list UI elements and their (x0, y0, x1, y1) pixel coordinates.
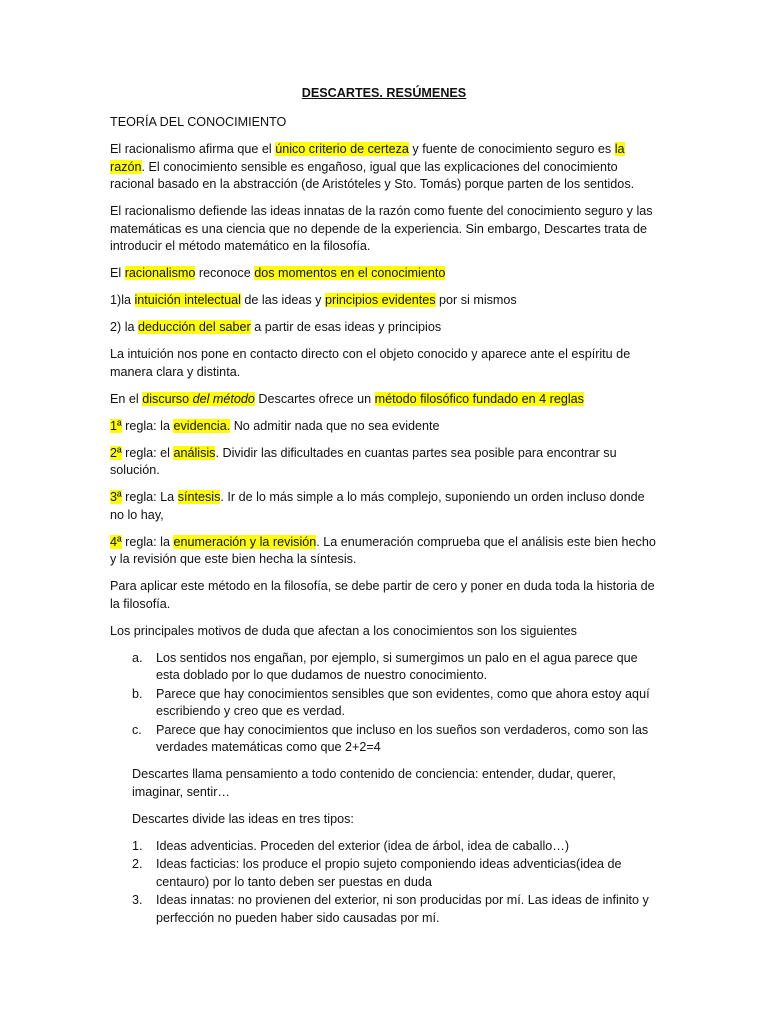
paragraph-dos-momentos (110, 265, 658, 283)
list-item-text: Parece que hay conocimientos sensibles que son evidentes, como que ahora estoy aquí escribiendo y creo que es verdad. (156, 686, 650, 718)
text-run: regla: el (121, 445, 174, 460)
doubt-list (110, 650, 658, 757)
list-marker: c. (132, 722, 142, 737)
text-run: a partir de esas ideas y principios (250, 320, 442, 334)
highlight-unico-criterio: único criterio de certeza (275, 142, 409, 156)
list-item (110, 722, 658, 757)
paragraph-racionalismo-defiende: El racionalismo defiende las ideas innatas de la razón como fuente del conocimiento seguro y las matemáticas es una ciencia que no depende de la experiencia. Sin embargo, Descartes trata de introducir el método matemático en la filosofía. (110, 204, 653, 253)
highlight-analisis: análisis (173, 445, 216, 460)
document-body (110, 84, 658, 928)
list-marker: b. (132, 686, 143, 701)
section-heading: TEORÍA DEL CONOCIMIENTO (110, 115, 287, 129)
text-run: regla: la (121, 418, 174, 433)
text-run: 2) la (110, 320, 138, 334)
text-run: y fuente de conocimiento seguro es (408, 142, 615, 156)
highlight-rule-1-number: 1ª (110, 418, 122, 433)
text-run: regla: la (121, 534, 174, 549)
list-marker: 2. (132, 857, 143, 871)
highlight-la-razon: la razón (110, 142, 625, 174)
text-run: Descartes ofrece un (254, 391, 375, 406)
rule-1 (110, 418, 658, 436)
highlight-deduccion-saber: deducción del saber (138, 320, 251, 334)
highlight-metodo-filosofico: método filosófico fundado en 4 reglas (374, 391, 584, 406)
text-run: . Dividir las dificultades en cuantas partes sea posible para encontrar su solución. (110, 445, 617, 477)
italic-del-metodo: del método (192, 391, 255, 406)
highlight-principios-evidentes: principios evidentes (324, 293, 436, 307)
highlight-rule-2-number: 2ª (110, 445, 122, 460)
text-run: En el (110, 391, 143, 406)
paragraph-aplicar-metodo: Para aplicar este método en la filosofía, se debe partir de cero y poner en duda toda la historia de la filosofía. (110, 579, 655, 611)
text-run: regla: La (121, 490, 178, 504)
list-item-text: Parece que hay conocimientos que incluso en los sueños son verdaderos, como son las verdades matemáticas como que 2+2=4 (156, 722, 649, 754)
paragraph-racionalismo-afirma (110, 141, 658, 194)
text-run: . El conocimiento sensible es engañoso, igual que las explicaciones del conocimiento racional basado en la abstracción (de Aristóteles y Sto. Tomás) porque parten de los sentidos. (110, 159, 635, 191)
paragraph-deduccion (110, 319, 658, 337)
highlight-sintesis: síntesis (177, 490, 221, 504)
paragraph-intuicion (110, 292, 658, 310)
highlight-evidencia: evidencia. (173, 418, 231, 433)
highlight-intuicion-intelectual: intuición intelectual (134, 293, 241, 307)
paragraph-motivos-duda: Los principales motivos de duda que afectan a los conocimientos son los siguientes (110, 623, 577, 638)
list-item-text: Ideas adventicias. Proceden del exterior (idea de árbol, idea de caballo…) (156, 838, 570, 853)
idea-types-list (110, 838, 658, 928)
highlight-rule-4-number: 4ª (110, 534, 122, 549)
text-run: discurso (142, 391, 193, 406)
paragraph-intuicion-contacto: La intuición nos pone en contacto directo con el objeto conocido y aparece ante el espíritu de manera clara y distinta. (110, 347, 631, 379)
text-run: El (110, 266, 125, 280)
list-item (110, 650, 658, 685)
rule-3 (110, 489, 658, 524)
paragraph-discurso-metodo (110, 391, 658, 409)
paragraph-pensamiento: Descartes llama pensamiento a todo contenido de conciencia: entender, dudar, querer, imaginar, sentir… (132, 767, 616, 799)
list-item (110, 892, 658, 927)
list-item-text: Ideas innatas: no provienen del exterior, ni son producidas por mí. Las ideas de infinito y perfección no pueden haber sido causadas por mí. (156, 893, 649, 925)
paragraph-tipos-ideas: Descartes divide las ideas en tres tipos: (132, 811, 354, 826)
text-run: reconoce (195, 266, 255, 280)
list-item (110, 686, 658, 721)
text-run: por si mismos (435, 293, 517, 307)
text-run: 1)la (110, 293, 135, 307)
document-title: DESCARTES. RESÚMENES (301, 86, 467, 100)
highlight-discurso (142, 392, 255, 406)
text-run: . La enumeración comprueba que el análisis este bien hecho y la revisión que este bien hecha la síntesis. (110, 534, 656, 566)
highlight-enumeracion: enumeración y la revisión (173, 534, 317, 549)
text-run: El racionalismo afirma que el (110, 142, 276, 156)
list-item (110, 856, 658, 891)
list-item-text: Ideas facticias: los produce el propio sujeto componiendo ideas adventicias(idea de centauro) por lo tanto deben ser puestas en duda (156, 857, 622, 889)
list-marker: a. (132, 650, 143, 665)
list-item (110, 838, 658, 856)
highlight-racionalismo: racionalismo (124, 266, 196, 280)
highlight-dos-momentos: dos momentos en el conocimiento (254, 266, 446, 280)
highlight-rule-3-number: 3ª (110, 490, 122, 504)
rule-2 (110, 445, 658, 480)
list-marker: 1. (132, 838, 143, 853)
text-run: . Ir de lo más simple a lo más complejo, suponiendo un orden incluso donde no lo hay, (110, 490, 645, 522)
rule-4 (110, 534, 658, 569)
text-run: de las ideas y (240, 293, 325, 307)
text-run: No admitir nada que no sea evidente (230, 418, 440, 433)
list-item-text: Los sentidos nos engañan, por ejemplo, si sumergimos un palo en el agua parece que esta doblado por lo que dudamos de nuestro conocimiento. (156, 650, 638, 682)
list-marker: 3. (132, 893, 143, 907)
